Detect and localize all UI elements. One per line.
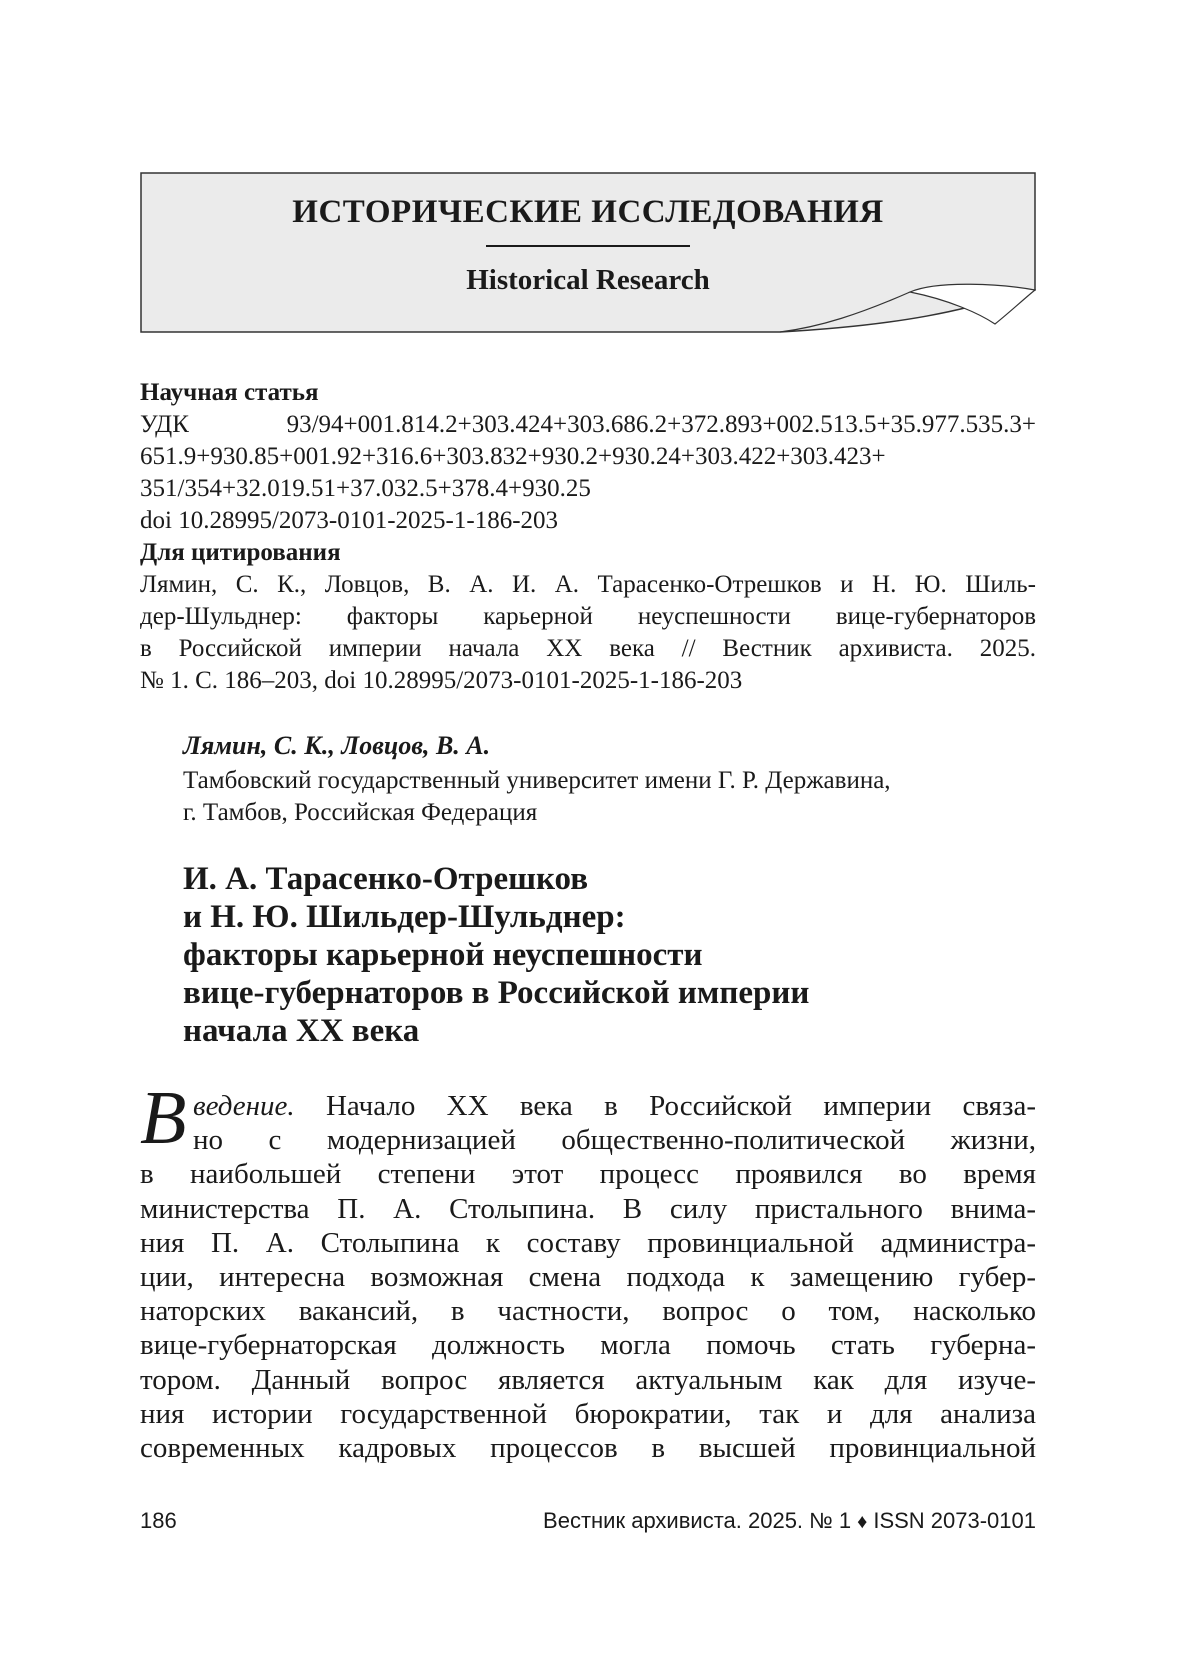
affiliation-line-2: г. Тамбов, Российская Федерация <box>183 799 538 826</box>
citation-line-1: Лямин, С. К., Ловцов, В. А. И. А. Тарасенко-Отрешков и Н. Ю. Шиль- <box>140 571 1036 598</box>
lead-word: ведение. <box>193 1090 295 1122</box>
article-title-line: и Н. Ю. Шильдер-Шульднер: <box>183 899 626 935</box>
drop-cap: В <box>140 1076 187 1160</box>
udk-line-1: УДК 93/94+001.814.2+303.424+303.686.2+372.893+002.513.5+35.977.535.3+ <box>140 411 1036 438</box>
author-names: Лямин, С. К., Ловцов, В. А. <box>183 731 491 760</box>
affiliation-line-1: Тамбовский государственный университет имени Г. Р. Державина, <box>183 767 891 794</box>
article-title-line: вице-губернаторов в Российской империи <box>183 975 810 1011</box>
citation-line-4: № 1. С. 186–203, doi 10.28995/2073-0101-2025-1-186-203 <box>140 667 743 694</box>
article-body <box>140 1089 1036 1465</box>
body-line: министерства П. А. Столыпина. В силу пристального внима- <box>140 1192 1036 1225</box>
article-title-line: факторы карьерной неуспешности <box>183 937 703 973</box>
section-title-en: Historical Research <box>466 264 710 296</box>
udk-line-2: 651.9+930.85+001.92+316.6+303.832+930.2+930.24+303.422+303.423+ <box>140 443 886 470</box>
body-line: ния П. А. Столыпина к составу провинциальной администра- <box>140 1226 1036 1259</box>
body-line: ния истории государственной бюрократии, так и для анализа <box>140 1397 1036 1430</box>
citation-line-2: дер-Шульднер: факторы карьерной неуспешности вице-губернаторов <box>140 603 1036 630</box>
udk-line-3: 351/354+32.019.51+37.032.5+378.4+930.25 <box>140 475 591 502</box>
body-line: наторских вакансий, в частности, вопрос о том, насколько <box>140 1295 1036 1328</box>
section-title-divider <box>486 245 690 247</box>
doi-line: doi 10.28995/2073-0101-2025-1-186-203 <box>140 507 559 534</box>
article-metadata <box>140 377 1036 697</box>
article-type-label: Научная статья <box>140 379 319 406</box>
journal-info <box>543 1508 1036 1534</box>
journal-name: Вестник архивиста. 2025. № 1 <box>543 1508 852 1533</box>
body-line <box>140 1089 1036 1123</box>
body-line: в наибольшей степени этот процесс проявился во время <box>140 1158 1036 1191</box>
authors-block <box>183 730 1043 829</box>
citation-line-3: в Российской империи начала XX века // Вестник архивиста. 2025. <box>140 635 1036 662</box>
body-line: вице-губернаторская должность могла помочь стать губерна- <box>140 1329 1036 1362</box>
diamond-icon: ♦ <box>857 1511 868 1533</box>
section-title-ru: ИСТОРИЧЕСКИЕ ИССЛЕДОВАНИЯ <box>292 194 884 230</box>
citation-label: Для цитирования <box>140 539 341 566</box>
page-number: 186 <box>140 1508 177 1533</box>
body-line: но с модернизацией общественно-политической жизни, <box>193 1124 1036 1157</box>
body-line: современных кадровых процессов в высшей провинциальной <box>140 1432 1036 1465</box>
article-title-line: начала XX века <box>183 1013 420 1049</box>
first-line-text: Начало XX века в Российской империи связа- <box>294 1090 1036 1122</box>
issn: ISSN 2073-0101 <box>873 1508 1036 1533</box>
article-title <box>183 860 1043 1050</box>
article-title-line: И. А. Тарасенко-Отрешков <box>183 861 589 897</box>
body-line: ции, интересна возможная смена подхода к замещению губер- <box>140 1261 1036 1294</box>
body-line: тором. Данный вопрос является актуальным как для изуче- <box>140 1363 1036 1396</box>
section-header-box <box>140 172 1036 333</box>
